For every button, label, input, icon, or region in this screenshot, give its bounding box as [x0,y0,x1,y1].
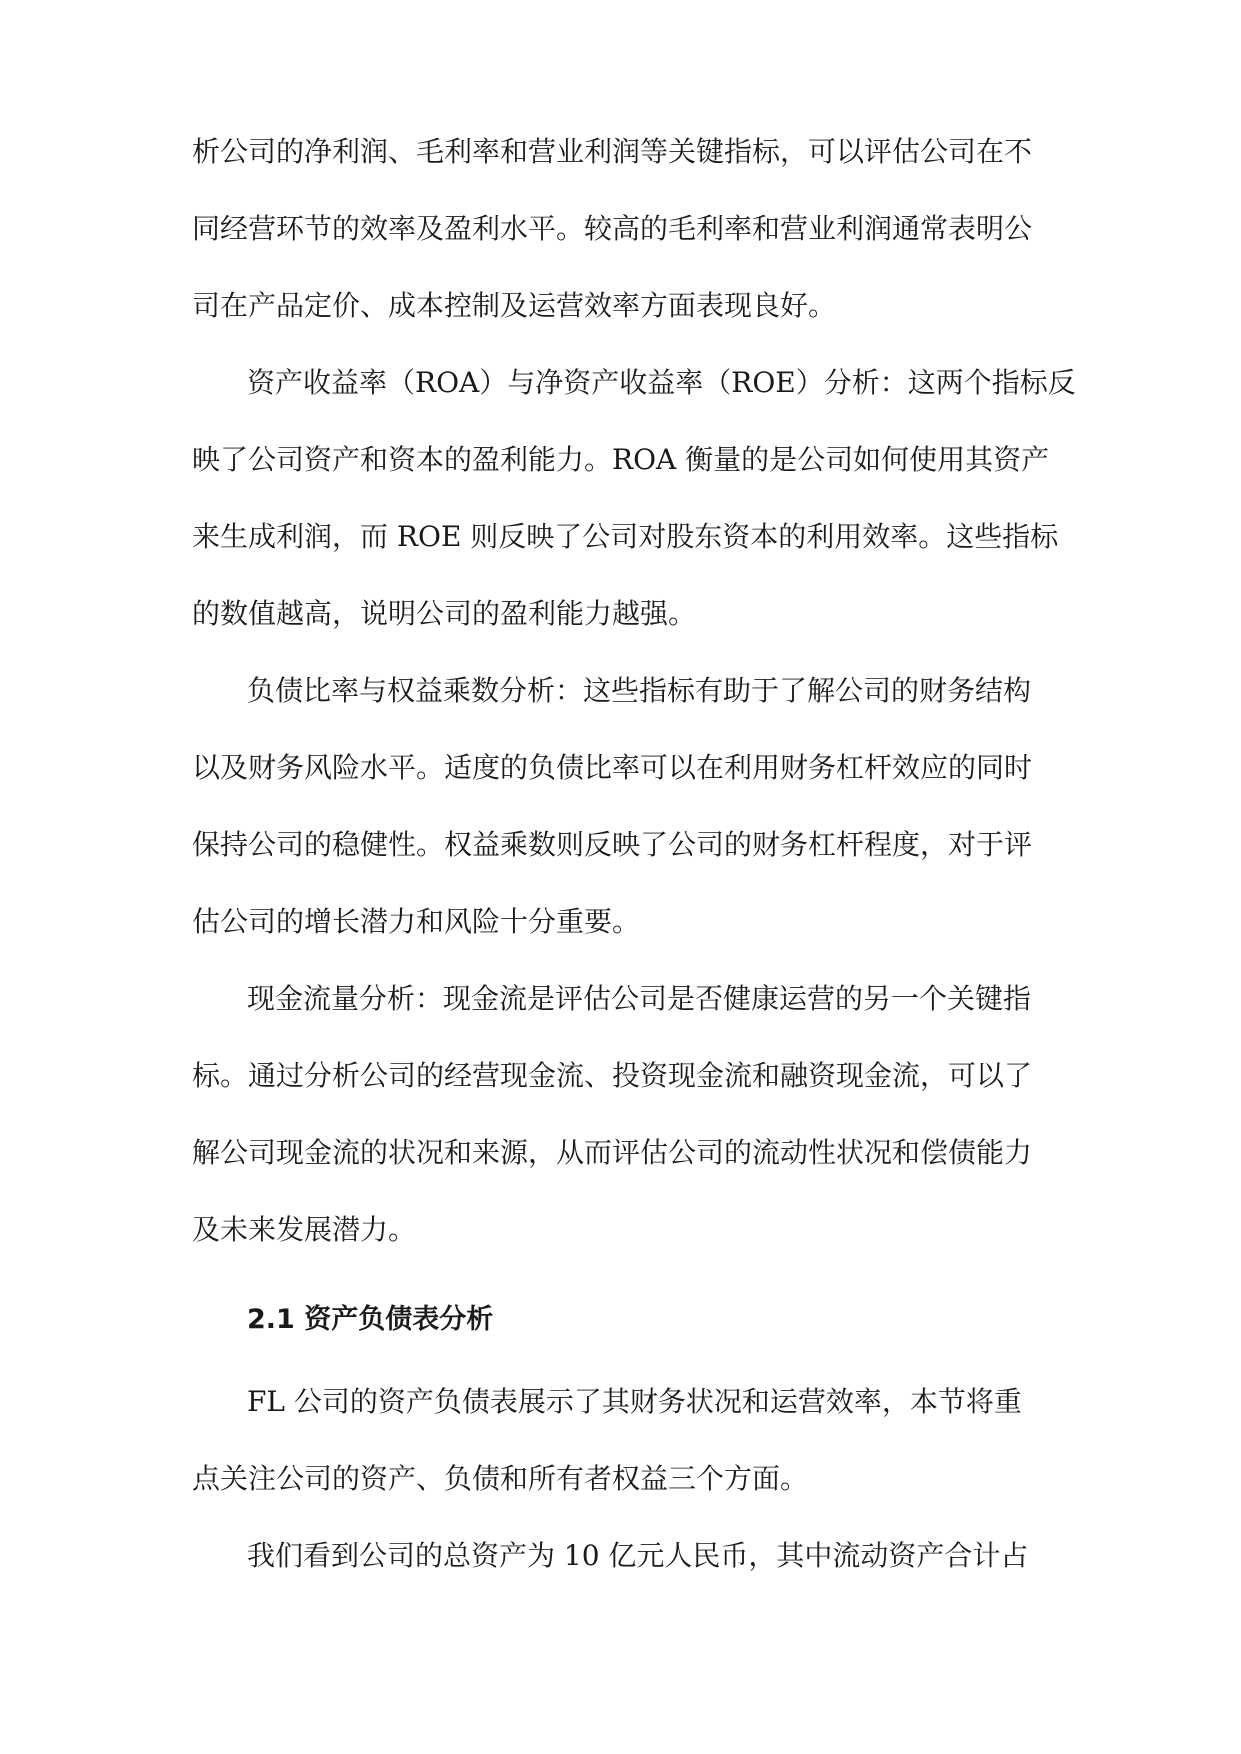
body-text-line: 点关注公司的资产、负债和所有者权益三个方面。 [192,1462,809,1495]
body-text-line: 来生成利润，而 ROE 则反映了公司对股东资本的利用效率。这些指标 [192,520,1059,553]
paragraph-first-line: FL 公司的资产负债表展示了其财务状况和运营效率，本节将重 [247,1385,1022,1418]
body-text-line: 司在产品定价、成本控制及运营效率方面表现良好。 [192,289,837,322]
body-text-line: 保持公司的稳健性。权益乘数则反映了公司的财务杠杆程度，对于评 [192,828,1033,861]
body-text-line: 以及财务风险水平。适度的负债比率可以在利用财务杠杆效应的同时 [192,751,1033,784]
body-text-line: 及未来发展潜力。 [192,1213,417,1246]
body-text-line: 映了公司资产和资本的盈利能力。ROA 衡量的是公司如何使用其资产 [192,443,1050,476]
paragraph-first-line: 资产收益率（ROA）与净资产收益率（ROE）分析：这两个指标反 [247,366,1076,399]
paragraph-first-line: 负债比率与权益乘数分析：这些指标有助于了解公司的财务结构 [247,674,1032,707]
body-text-line: 同经营环节的效率及盈利水平。较高的毛利率和营业利润通常表明公 [192,212,1033,245]
paragraph-first-line: 我们看到公司的总资产为 10 亿元人民币，其中流动资产合计占 [247,1539,1029,1572]
body-text-line: 标。通过分析公司的经营现金流、投资现金流和融资现金流，可以了 [192,1059,1033,1092]
body-text-line: 解公司现金流的状况和来源，从而评估公司的流动性状况和偿债能力 [192,1136,1033,1169]
body-text-line: 的数值越高，说明公司的盈利能力越强。 [192,597,697,630]
section-heading: 2.1 资产负债表分析 [247,1304,494,1335]
paragraph-first-line: 现金流量分析：现金流是评估公司是否健康运营的另一个关键指 [247,982,1032,1015]
body-text-line: 估公司的增长潜力和风险十分重要。 [192,905,641,938]
body-text-line: 析公司的净利润、毛利率和营业利润等关键指标，可以评估公司在不 [192,135,1033,168]
